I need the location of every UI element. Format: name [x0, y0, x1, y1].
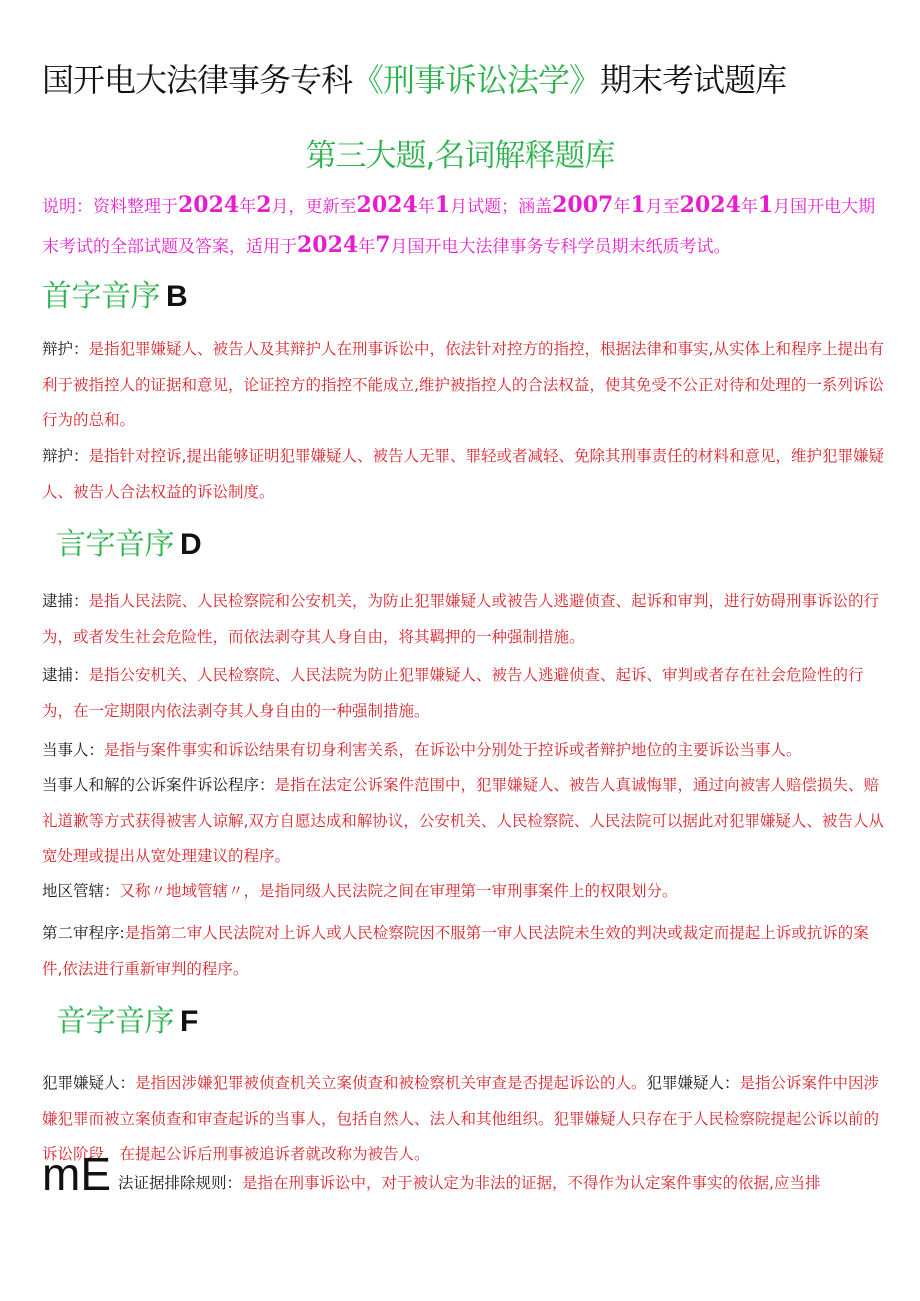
entry-definition: 是指犯罪嫌疑人、被告人及其辩护人在刑事诉讼中，依法针对控方的指控，根据法律和事实,从实体上和程序上提出有利于被指控人的证据和意见，论证控方的指控不能成立,维护被指控人的合法权益，使其免受不公正对待和处理的一系列诉讼行为的总和。 — [42, 340, 884, 429]
glossary-entry — [42, 916, 887, 987]
entry-definition: 是指第二审人民法院对上诉人或人民检察院因不服第一审人民法院未生效的判决或裁定而提起上诉或抗诉的案件,依法进行重新审判的程序。 — [42, 924, 869, 978]
group-heading-label: 言字音序 — [56, 527, 174, 562]
entry-term: 当事人和解的公诉案件诉讼程序： — [42, 776, 275, 794]
note-year: 2024 — [178, 192, 240, 218]
note-text: 说明：资料整理于 — [42, 197, 178, 217]
note-year: 2024 — [679, 192, 741, 218]
title-part-1: 国开电大法律事务专科 — [42, 61, 353, 99]
group-heading-label: 音字音序 — [56, 1004, 174, 1039]
entry-definition: 是指针对控诉,提出能够证明犯罪嫌疑人、被告人无罪、罪轻或者减轻、免除其刑事责任的材料和意见，维护犯罪嫌疑人、被告人合法权益的诉讼制度。 — [42, 447, 884, 501]
explanation-note — [42, 186, 887, 266]
group-heading-letter: F — [180, 1005, 198, 1038]
entry-definition: 是指公安机关、人民检察院、人民法院为防止犯罪嫌疑人、被告人逃避侦查、起诉、审判或者存在社会危险性的行为，在一定期限内依法剥夺其人身自由的一种强制措施。 — [42, 666, 864, 720]
glossary-entry — [42, 768, 887, 875]
entry-term: 辩护： — [42, 447, 89, 465]
glossary-entry — [42, 874, 887, 910]
group-heading-f — [56, 1000, 198, 1044]
entry-term: 逮捕： — [42, 666, 89, 684]
note-text: 月试题；涵盖 — [450, 197, 553, 217]
glossary-entry — [42, 658, 887, 729]
note-text: 年 — [613, 197, 631, 217]
glossary-entry — [42, 733, 887, 769]
entry-term: 第二审程序: — [42, 924, 125, 942]
entry-definition: 是指与案件事实和诉讼结果有切身利害关系，在诉讼中分别处于控诉或者辩护地位的主要诉讼当事人。 — [104, 741, 802, 759]
note-year: 2007 — [552, 192, 614, 218]
entry-definition: 又称〃地域管辖〃，是指同级人民法院之间在审理第一审刑事案件上的权限划分。 — [119, 882, 678, 900]
note-text: 月至 — [645, 197, 680, 217]
entry-term: 犯罪嫌疑人： — [42, 1074, 136, 1092]
note-text: 年 — [239, 197, 257, 217]
note-month: 1 — [757, 192, 774, 218]
note-text: 月国开电大法律事务专科学员期末纸质考试。 — [390, 237, 731, 257]
glossary-entry — [42, 584, 887, 655]
glossary-entry-partial — [118, 1166, 888, 1201]
glossary-entry — [42, 1066, 887, 1173]
entry-definition: 是指公诉案件中因涉嫌犯罪而被立案侦查和审查起诉的当事人，包括自然人、法人和其他组织。犯罪嫌疑人只存在于人民检察院提起公诉以前的诉讼阶段，在提起公诉后刑事被追诉者就改称为被告人。 — [42, 1074, 880, 1163]
note-text: 月，更新至 — [271, 197, 357, 217]
glossary-entry — [42, 332, 887, 439]
title-course-name: 《刑事诉讼法学》 — [352, 61, 601, 99]
group-heading-b — [42, 275, 187, 319]
group-heading-d — [56, 523, 201, 567]
note-month: 1 — [630, 192, 646, 218]
note-text: 年 — [358, 237, 376, 257]
note-month: 2 — [256, 192, 272, 218]
note-text: 月国开电大期末考试的全部试题及答案，适用于 — [42, 197, 876, 257]
group-heading-label: 首字音序 — [42, 279, 160, 314]
entry-term: 辩护： — [42, 340, 89, 358]
note-year: 2024 — [297, 232, 359, 258]
note-text: 年 — [417, 197, 435, 217]
note-year: 2024 — [356, 192, 418, 218]
title-part-3: 期末考试题库 — [600, 61, 787, 99]
entry-term: 当事人： — [42, 741, 105, 759]
entry-term: 犯罪嫌疑人： — [646, 1074, 740, 1092]
glossary-entry — [42, 439, 887, 510]
entry-definition: 是指人民法院、人民检察院和公安机关，为防止犯罪嫌疑人或被告人逃避侦查、起诉和审判，进行妨碍刑事诉讼的行为，或者发生社会危险性，而依法剥夺其人身自由，将其羁押的一种强制措施。 — [42, 592, 880, 646]
group-heading-letter: B — [166, 280, 188, 313]
entry-term: 地区管辖： — [42, 882, 120, 900]
note-month: 7 — [375, 232, 391, 258]
note-text: 年 — [740, 197, 758, 217]
stray-large-text: mE — [42, 1148, 111, 1200]
entry-definition: 是指因涉嫌犯罪被侦查机关立案侦查和被检察机关审查是否提起诉讼的人。 — [135, 1074, 647, 1092]
entry-term: 逮捕： — [42, 592, 89, 610]
document-title — [42, 56, 902, 104]
entry-term: 法证据排除规则： — [118, 1174, 243, 1192]
entry-definition: 是指在刑事诉讼中，对于被认定为非法的证据，不得作为认定案件事实的依据,应当排 — [242, 1174, 821, 1192]
group-heading-letter: D — [180, 528, 202, 561]
entry-definition: 是指在法定公诉案件范围中，犯罪嫌疑人、被告人真诚悔罪，通过向被害人赔偿损失、赔礼道歉等方式获得被害人谅解,双方自愿达成和解协议，公安机关、人民检察院、人民法院可以据此对犯罪嫌疑人、被告人从宽处理或提出从宽处理建议的程序。 — [42, 776, 884, 865]
section-title: 第三大题,名词解释题库 — [305, 138, 615, 174]
note-month: 1 — [434, 192, 451, 218]
